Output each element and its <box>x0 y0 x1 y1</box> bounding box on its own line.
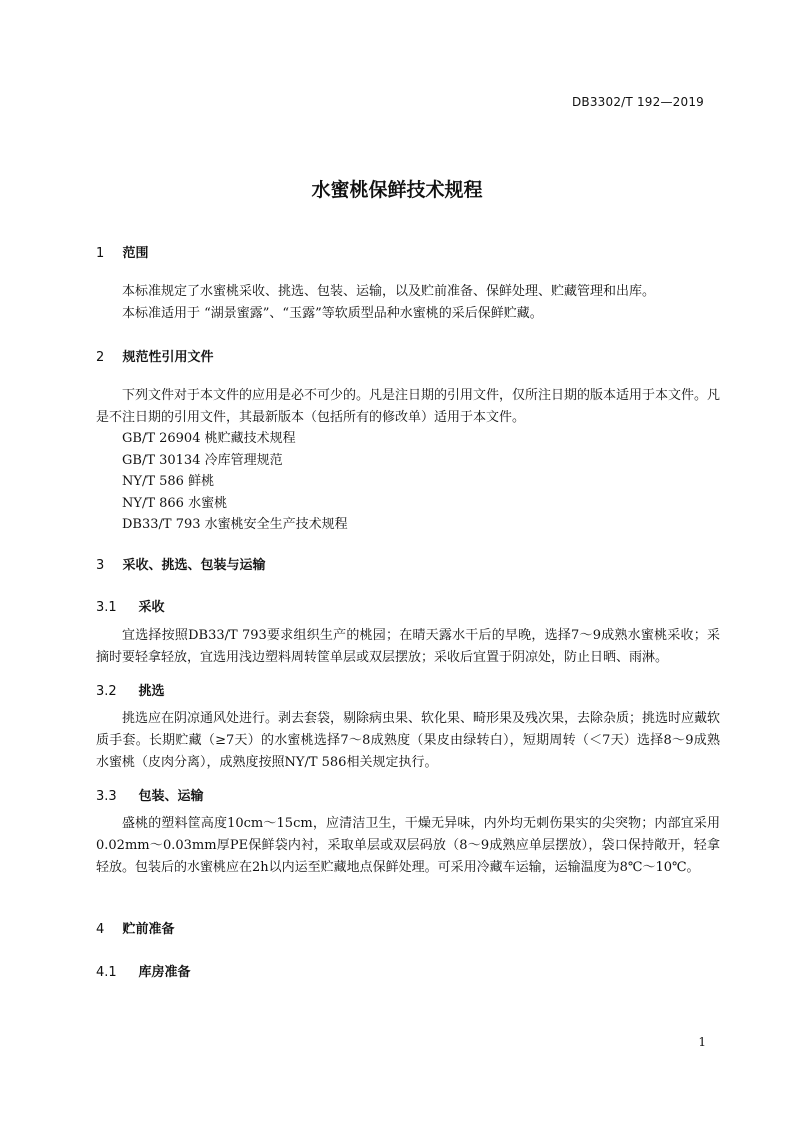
page-title: 水蜜桃保鲜技术规程 <box>311 179 483 201</box>
section-4-1-heading <box>96 961 191 980</box>
section-number: 4.1 <box>96 965 117 980</box>
section-title: 采收、挑选、包装与运输 <box>122 558 266 573</box>
section-1-heading <box>96 242 149 261</box>
paragraph-references-intro: 下列文件对于本文件的应用是必不可少的。凡是注日期的引用文件，仅所注日期的版本适用于本文件。凡是不注日期的引用文件，其最新版本（包括所有的修改单）适用于本文件。 <box>96 388 721 425</box>
reference-item: GB/T 30134 冷库管理规范 <box>122 452 283 468</box>
section-3-2-heading <box>96 680 165 699</box>
section-title: 贮前准备 <box>122 922 175 937</box>
section-3-heading <box>96 554 266 573</box>
page-number: 1 <box>698 1035 706 1049</box>
section-title: 挑选 <box>138 684 165 699</box>
section-title: 范围 <box>122 246 149 261</box>
section-3-1-heading <box>96 596 165 615</box>
paragraph-harvest: 宜选择按照DB33/T 793要求组织生产的桃园；在晴天露水干后的早晚，选择7～9成熟水蜜桃采收；采摘时要轻拿轻放，宜选用浅边塑料周转筐单层或双层摆放；采收后宜置于阴凉处，防止日晒、雨淋。 <box>96 628 720 665</box>
reference-item: NY/T 586 鲜桃 <box>122 474 215 489</box>
section-title: 采收 <box>138 600 165 615</box>
section-number: 3 <box>96 558 105 573</box>
reference-item: DB33/T 793 水蜜桃安全生产技术规程 <box>122 517 348 532</box>
section-number: 4 <box>96 922 105 937</box>
paragraph-scope-1: 本标准规定了水蜜桃采收、挑选、包装、运输，以及贮前准备、保鲜处理、贮藏管理和出库。 <box>122 284 656 299</box>
section-2-heading <box>96 346 214 365</box>
document-code: DB3302/T 192—2019 <box>571 95 704 109</box>
paragraph-scope-2: 本标准适用于 “湖景蜜露”、“玉露”等软质型品种水蜜桃的采后保鲜贮藏。 <box>122 306 543 321</box>
section-number: 2 <box>96 350 105 365</box>
section-3-3-heading <box>96 785 204 804</box>
reference-item: NY/T 866 水蜜桃 <box>122 495 228 511</box>
section-title: 库房准备 <box>138 965 191 980</box>
section-number: 3.2 <box>96 684 117 699</box>
reference-item: GB/T 26904 桃贮藏技术规程 <box>122 431 296 446</box>
section-4-heading <box>96 918 175 937</box>
paragraph-selection: 挑选应在阴凉通风处进行。剥去套袋，剔除病虫果、软化果、畸形果及残次果，去除杂质；挑选时应戴软质手套。长期贮藏（≥7天）的水蜜桃选择7～8成熟度（果皮由绿转白），短期周转（＜7天）选择8～9成熟水蜜桃（皮肉分离），成熟度按照NY/T 586相关规定执行。 <box>96 711 721 770</box>
section-title: 规范性引用文件 <box>122 350 214 365</box>
reference-list <box>122 428 348 536</box>
section-number: 1 <box>96 246 105 261</box>
paragraph-packaging-transport: 盛桃的塑料筐高度10cm～15cm，应清洁卫生，干燥无异味，内外均无刺伤果实的尖突物；内部宜采用0.02mm～0.03mm厚PE保鲜袋内衬，采取单层或双层码放（8～9成熟应单层摆放），袋口保持敞开，轻拿轻放。包装后的水蜜桃应在2h以内运至贮藏地点保鲜处理。可采用冷藏车运输，运输温度为8℃～10℃。 <box>96 816 720 875</box>
section-number: 3.1 <box>96 600 117 615</box>
section-number: 3.3 <box>96 789 117 804</box>
section-title: 包装、运输 <box>138 789 204 804</box>
